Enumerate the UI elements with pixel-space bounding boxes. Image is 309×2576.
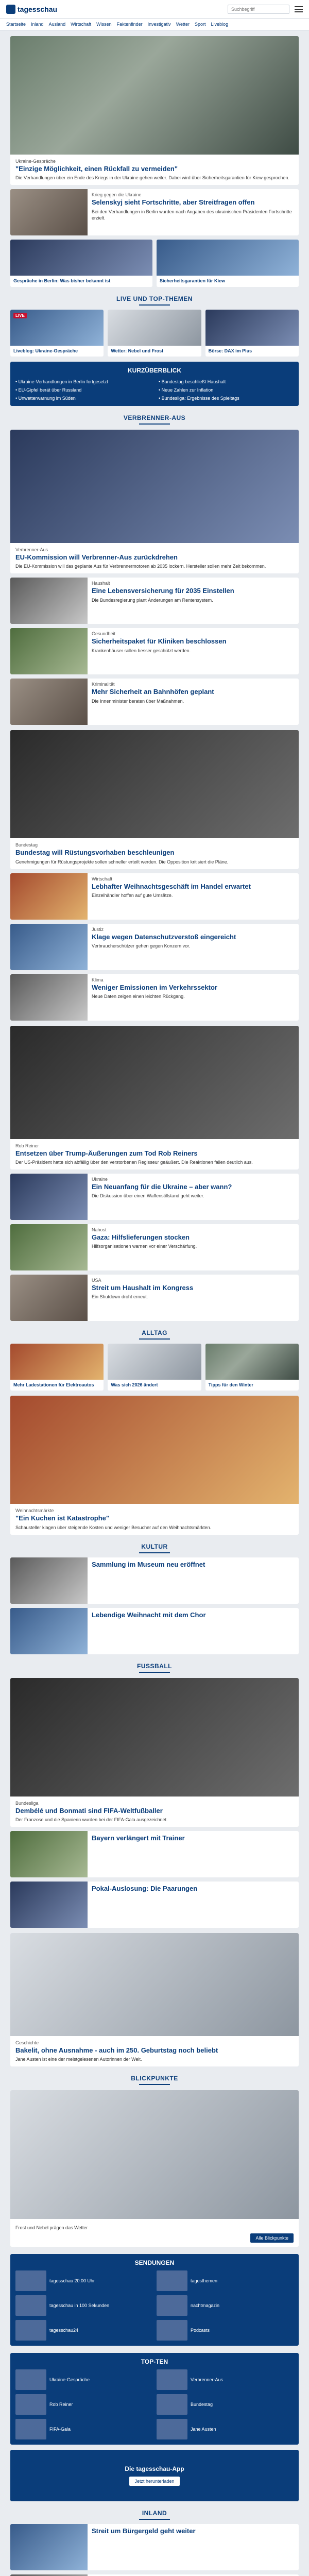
topten-item[interactable]: [157, 2394, 294, 2415]
article-teaser-text: Die Bundesregierung plant Änderungen am Rentensystem.: [92, 597, 213, 603]
article-image: [10, 679, 88, 725]
article-headline[interactable]: Weniger Emissionen im Verkehrssektor: [92, 983, 217, 991]
topten-title: TOP-TEN: [141, 2358, 168, 2365]
nav-item[interactable]: Wirtschaft: [71, 22, 92, 27]
main-nav: [0, 19, 309, 31]
thumb-image: [10, 240, 152, 276]
kurz-item[interactable]: • Bundestag beschließt Haushalt: [159, 379, 294, 384]
article-headline[interactable]: Mehr Sicherheit an Bahnhöfen geplant: [92, 688, 214, 696]
article-headline[interactable]: Sicherheitspaket für Kliniken beschlossen: [92, 637, 227, 646]
article-teaser-text: Der US-Präsident hatte sich abfällig über den verstorbenen Regisseur geäußert. Die Reaktionen fallen deutlich aus.: [15, 1159, 253, 1165]
sendung-label: tagesschau24: [49, 2327, 79, 2333]
article-teaser[interactable]: [10, 578, 299, 624]
kurz-title: KURZÜBERBLICK: [128, 366, 181, 374]
article-image: [10, 1275, 88, 1321]
article-headline[interactable]: Entsetzen über Trump-Äußerungen zum Tod Rob Reiners: [15, 1149, 198, 1157]
article-kicker: Ukraine: [92, 1177, 108, 1182]
article-teaser-text: Hilfsorganisationen warnen vor einer Verschärfung.: [92, 1244, 197, 1249]
article-teaser-text: Krankenhäuser sollen besser geschützt werden.: [92, 648, 191, 653]
kurz-item[interactable]: • EU-Gipfel berät über Russland: [15, 387, 150, 393]
article-image: [10, 1224, 88, 1270]
feature-article[interactable]: [10, 430, 299, 573]
alltag-headline: Mehr Ladestationen für Elektroautos: [13, 1382, 94, 1388]
article-teaser[interactable]: [10, 628, 299, 674]
section-europa: [10, 414, 299, 425]
article-headline[interactable]: EU-Kommission will Verbrenner-Aus zurückdrehen: [15, 553, 178, 561]
live-image: [10, 310, 104, 346]
nav-item[interactable]: Wetter: [176, 22, 190, 27]
reiner-article[interactable]: [10, 1026, 299, 1170]
lead-article[interactable]: [10, 36, 299, 185]
article-teaser[interactable]: [10, 924, 299, 970]
article-kicker: Bundestag: [15, 842, 38, 848]
section-blickpunkte: [10, 2075, 299, 2085]
thumb-card[interactable]: [10, 240, 152, 286]
nav-item[interactable]: Wissen: [96, 22, 112, 27]
alltag-headline: Was sich 2026 ändert: [111, 1382, 158, 1388]
nav-item[interactable]: Ausland: [48, 22, 66, 27]
blickpunkte-image: [10, 2090, 299, 2219]
article-image: [10, 974, 88, 1021]
live-label: Wetter: Nebel und Frost: [111, 348, 164, 353]
sendung-item[interactable]: [157, 2270, 294, 2291]
logo[interactable]: [6, 5, 57, 14]
sendung-item[interactable]: [15, 2320, 152, 2341]
article-teaser[interactable]: [10, 2574, 299, 2576]
article-image: [10, 1831, 88, 1877]
article-teaser[interactable]: [10, 679, 299, 725]
thumb-label: Gespräche in Berlin: Was bisher bekannt ist: [13, 278, 111, 284]
sendungen-grid: [15, 2270, 294, 2341]
article-headline[interactable]: Lebendige Weihnacht mit dem Chor: [92, 1611, 206, 1619]
weihnacht-image: [10, 1396, 299, 1504]
reiner-image: [10, 1026, 299, 1139]
winter-article[interactable]: [10, 1933, 299, 2066]
alltag-image: [108, 1344, 201, 1380]
blickpunkte-caption: Frost und Nebel prägen das Wetter: [15, 2225, 88, 2231]
kurz-item[interactable]: • Unwetterwarnung im Süden: [15, 396, 150, 401]
article-image: [10, 1174, 88, 1220]
article-kicker: Verbrenner-Aus: [15, 547, 48, 552]
nav-item[interactable]: Sport: [195, 22, 206, 27]
section-title: BLICKPUNKTE: [131, 2075, 178, 2082]
article-headline[interactable]: Streit um Bürgergeld geht weiter: [92, 2527, 196, 2535]
nav-item[interactable]: Startseite: [6, 22, 26, 27]
kurz-item[interactable]: • Neue Zahlen zur Inflation: [159, 387, 294, 393]
alltag-image: [10, 1344, 104, 1380]
article-image: [10, 578, 88, 624]
article-headline[interactable]: "Ein Kuchen ist Katastrophe": [15, 1514, 110, 1522]
sendung-item[interactable]: [15, 2295, 152, 2316]
article-image: [10, 1882, 88, 1928]
fussball-article[interactable]: [10, 1678, 299, 1827]
article-kicker: Gesundheit: [92, 631, 116, 637]
article-teaser-text: Genehmigungen für Rüstungsprojekte sollen schneller erteilt werden. Die Opposition kritisiert die Pläne.: [15, 859, 229, 865]
kurz-item[interactable]: • Ukraine-Verhandlungen in Berlin fortgesetzt: [15, 379, 150, 384]
section-title: KULTUR: [141, 1543, 168, 1550]
article-headline[interactable]: Ein Neuanfang für die Ukraine – aber wann?: [92, 1183, 232, 1191]
top-bar: [0, 0, 309, 19]
article-teaser[interactable]: [10, 1174, 299, 1220]
nav-item[interactable]: Faktenfinder: [116, 22, 143, 27]
thumb-row: [10, 240, 299, 286]
sendungen-block: [10, 2254, 299, 2346]
menu-icon[interactable]: [295, 6, 303, 12]
promo-text: Die tagesschau-App: [125, 2465, 184, 2472]
lead-teaser: Die Verhandlungen über ein Ende des Kriegs in der Ukraine gehen weiter. Dabei wird über Sicherheitsgarantien für Kiew gesprochen.: [15, 175, 289, 181]
live-card[interactable]: [205, 310, 299, 357]
article-teaser-text: Die Diskussion über einen Waffenstillstand geht weiter.: [92, 1193, 204, 1199]
section-title: FUSSBALL: [137, 1662, 172, 1670]
article-teaser[interactable]: [10, 1882, 299, 1928]
article-teaser-text: Verbraucherschützer gehen gegen Konzern vor.: [92, 943, 191, 948]
thumb-image: [157, 240, 299, 276]
article-headline[interactable]: Sammlung im Museum neu eröffnet: [92, 1560, 205, 1568]
article-image: [10, 1557, 88, 1604]
article-kicker: Geschichte: [15, 2040, 39, 2046]
live-card[interactable]: [10, 310, 104, 357]
section-live: [10, 295, 299, 306]
topten-label: Bundestag: [191, 2401, 213, 2407]
article-kicker: Justiz: [92, 926, 104, 932]
topten-block: [10, 2353, 299, 2445]
section-alltag: [10, 1329, 299, 1340]
topten-label: Ukraine-Gespräche: [49, 2377, 90, 2382]
blickpunkte-button[interactable]: Alle Blickpunkte: [250, 2233, 294, 2243]
live-card[interactable]: [108, 310, 201, 357]
sendungen-title: SENDUNGEN: [134, 2259, 175, 2266]
article-teaser[interactable]: [10, 1275, 299, 1321]
article-kicker: USA: [92, 1278, 101, 1283]
article-teaser-text: Jane Austen ist eine der meistgelesenen Autorinnen der Welt.: [15, 2057, 142, 2062]
topten-label: Verbrenner-Aus: [191, 2377, 224, 2382]
search-input[interactable]: Suchbegriff: [228, 5, 289, 14]
topten-item[interactable]: [15, 2369, 152, 2390]
topten-item[interactable]: [15, 2419, 152, 2439]
live-image: [205, 310, 299, 346]
topten-label: FIFA-Gala: [49, 2426, 71, 2432]
kurz-item[interactable]: • Bundesliga: Ergebnisse des Spieltags: [159, 396, 294, 401]
section-title: VERBRENNER-AUS: [123, 414, 186, 421]
article-teaser[interactable]: [10, 1224, 299, 1270]
article-teaser[interactable]: [10, 974, 299, 1021]
section-title: INLAND: [142, 2509, 167, 2517]
promo-button[interactable]: Jetzt herunterladen: [129, 2477, 179, 2486]
sendung-item[interactable]: [15, 2270, 152, 2291]
feature-image: [10, 430, 299, 543]
article-headline[interactable]: Lebhafter Weihnachtsgeschäft im Handel erwartet: [92, 882, 251, 890]
article-headline[interactable]: Streit um Haushalt im Kongress: [92, 1284, 194, 1292]
article-teaser[interactable]: [10, 1557, 299, 1604]
section-fussball: [10, 1663, 299, 1673]
article-kicker: Weihnachtsmärkte: [15, 1508, 54, 1514]
live-label: Liveblog: Ukraine-Gespräche: [13, 348, 78, 353]
sendung-item[interactable]: [157, 2295, 294, 2316]
alltag-image: [205, 1344, 299, 1380]
article-headline[interactable]: Pokal-Auslosung: Die Paarungen: [92, 1885, 198, 1893]
lead-image: [10, 36, 299, 155]
nav-item[interactable]: Investigativ: [147, 22, 171, 27]
article-headline[interactable]: Eine Lebensversicherung für 2035 Einstellen: [92, 587, 234, 595]
section-title: ALLTAG: [142, 1329, 167, 1337]
article-teaser-text: Der Franzose und die Spanierin wurden bei der FIFA-Gala ausgezeichnet.: [15, 1817, 168, 1822]
topten-item[interactable]: [157, 2369, 294, 2390]
article-headline[interactable]: Dembélé und Bonmati sind FIFA-Weltfußballer: [15, 1806, 163, 1815]
sendung-label: nachtmagazin: [191, 2302, 220, 2308]
article-image: [10, 189, 88, 235]
nav-item[interactable]: Inland: [31, 22, 44, 27]
weihnacht-article[interactable]: [10, 1396, 299, 1534]
topten-label: Jane Austen: [191, 2426, 216, 2432]
article-teaser[interactable]: [10, 873, 299, 920]
topten-label: Rob Reiner: [49, 2401, 73, 2407]
article-teaser-text: Neue Daten zeigen einen leichten Rückgang.: [92, 993, 185, 999]
article-teaser-text: Die Innenminister beraten über Maßnahmen.: [92, 698, 184, 704]
article-teaser[interactable]: [10, 189, 299, 235]
article-teaser[interactable]: [10, 2524, 299, 2570]
article-kicker: Bundesliga: [15, 1800, 39, 1806]
article-kicker: Kriminalität: [92, 682, 115, 687]
article-headline[interactable]: Bakelit, ohne Ausnahme - auch im 250. Geburtstag noch beliebt: [15, 2046, 218, 2055]
fussball-image: [10, 1678, 299, 1797]
article-teaser[interactable]: [10, 1831, 299, 1877]
article-kicker: Wirtschaft: [92, 876, 113, 882]
article-image: [10, 873, 88, 920]
article-image: [10, 924, 88, 970]
article-kicker: Nahost: [92, 1227, 107, 1233]
section-kultur: [10, 1543, 299, 1553]
article-teaser-text: Einzelhändler hoffen auf gute Umsätze.: [92, 892, 173, 898]
kurz-list: [15, 379, 294, 401]
article-headline[interactable]: Klage wegen Datenschutzverstoß eingereicht: [92, 933, 236, 941]
alltag-headline: Tipps für den Winter: [208, 1382, 253, 1388]
sendung-label: tagesthemen: [191, 2278, 218, 2283]
article-headline[interactable]: Gaza: Hilfslieferungen stocken: [92, 1233, 190, 1242]
article-teaser-text: Die EU-Kommission will das geplante Aus für Verbrennermotoren ab 2035 lockern. Hersteller sollen mehr Zeit bekommen.: [15, 564, 266, 569]
sendung-label: tagesschau in 100 Sekunden: [49, 2302, 110, 2308]
article-teaser-text: Bei den Verhandlungen in Berlin wurden nach Angaben des ukrainischen Präsidenten Fortschritte erzielt.: [92, 209, 292, 221]
main-content: [10, 36, 299, 2576]
live-image: [108, 310, 201, 346]
section-title: LIVE UND TOP-THEMEN: [116, 295, 193, 302]
article-teaser-text: Schausteller klagen über steigende Kosten und weniger Besucher auf den Weihnachtsmärkten.: [15, 1524, 212, 1530]
article-kicker: Rob Reiner: [15, 1143, 39, 1148]
article-headline[interactable]: Bayern verlängert mit Trainer: [92, 1834, 185, 1842]
kurzueberblick: [10, 362, 299, 406]
logo-icon: [6, 5, 15, 14]
alltag-card[interactable]: [205, 1344, 299, 1391]
topten-grid: [15, 2369, 294, 2439]
article-kicker: Haushalt: [92, 581, 110, 586]
article-headline[interactable]: Selenskyj sieht Fortschritte, aber Streitfragen offen: [92, 198, 255, 207]
topten-item[interactable]: [15, 2394, 152, 2415]
sendung-item[interactable]: [157, 2320, 294, 2341]
alltag-card[interactable]: [10, 1344, 104, 1391]
live-row: [10, 310, 299, 357]
lead-kicker: Ukraine-Gespräche: [15, 159, 56, 164]
article-image: [10, 628, 88, 674]
wide-image: [10, 730, 299, 838]
section-inland: [10, 2510, 299, 2520]
article-teaser[interactable]: [10, 1608, 299, 1654]
thumb-card[interactable]: [157, 240, 299, 286]
winter-image: [10, 1933, 299, 2036]
live-label: Börse: DAX im Plus: [208, 348, 252, 353]
topten-item[interactable]: [157, 2419, 294, 2439]
article-kicker: Klima: [92, 977, 104, 982]
article-kicker: Krieg gegen die Ukraine: [92, 192, 142, 198]
wide-article[interactable]: [10, 730, 299, 869]
alltag-card[interactable]: [108, 1344, 201, 1391]
blickpunkte-card[interactable]: [10, 2090, 299, 2246]
article-image: [10, 1608, 88, 1654]
article-teaser-text: Ein Shutdown droht erneut.: [92, 1294, 148, 1300]
nav-item[interactable]: Liveblog: [211, 22, 229, 27]
sendung-label: tagesschau 20:00 Uhr: [49, 2278, 95, 2283]
sendung-label: Podcasts: [191, 2327, 210, 2333]
thumb-label: Sicherheitsgarantien für Kiew: [160, 278, 226, 284]
alltag-row: [10, 1344, 299, 1391]
live-badge: LIVE: [13, 313, 27, 318]
logo-text: tagesschau: [18, 5, 58, 13]
lead-headline[interactable]: "Einzige Möglichkeit, einen Rückfall zu vermeiden": [15, 165, 178, 173]
article-headline[interactable]: Bundestag will Rüstungsvorhaben beschleunigen: [15, 849, 175, 857]
app-promo: [10, 2450, 299, 2501]
